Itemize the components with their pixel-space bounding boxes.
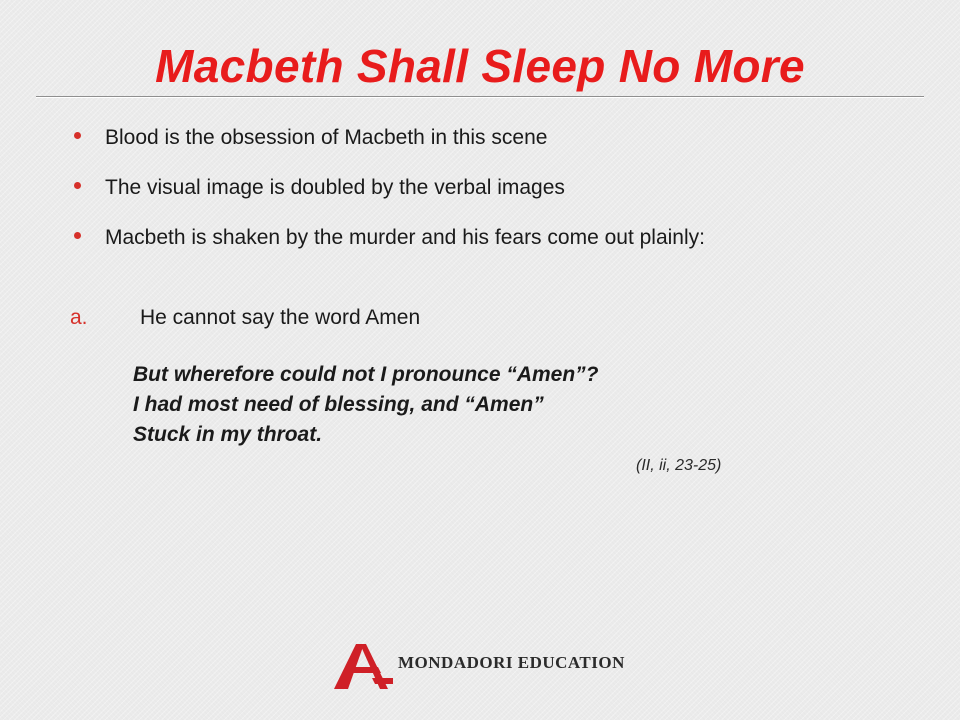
bullet-item [74, 118, 934, 168]
sub-item-marker: a. [70, 306, 88, 329]
bullet-text: Macbeth is shaken by the murder and his fears come out plainly: [105, 226, 705, 249]
bullet-text: The visual image is doubled by the verbal images [105, 176, 565, 199]
publisher-logo [332, 640, 642, 690]
sub-item-text: He cannot say the word Amen [140, 306, 421, 329]
quote-line: I had most need of blessing, and “Amen” [133, 393, 544, 416]
mondadori-a-logo-icon [332, 640, 394, 690]
quote-line: Stuck in my throat. [133, 423, 323, 446]
quote-citation: (II, ii, 23-25) [636, 457, 722, 474]
bullet-item [74, 168, 934, 218]
bullet-text: Blood is the obsession of Macbeth in this scene [105, 126, 548, 149]
bullet-item [74, 218, 934, 268]
bullet-dot-icon [74, 232, 81, 239]
slide-title: Macbeth Shall Sleep No More [155, 40, 805, 92]
bullet-dot-icon [74, 182, 81, 189]
bullet-list [74, 118, 934, 268]
title-divider [36, 96, 924, 98]
logo-text: MONDADORI EDUCATION [398, 653, 625, 672]
quotation-block [133, 360, 599, 450]
bullet-dot-icon [74, 132, 81, 139]
sub-item [70, 300, 420, 336]
quote-line: But wherefore could not I pronounce “Amen”? [133, 363, 599, 386]
